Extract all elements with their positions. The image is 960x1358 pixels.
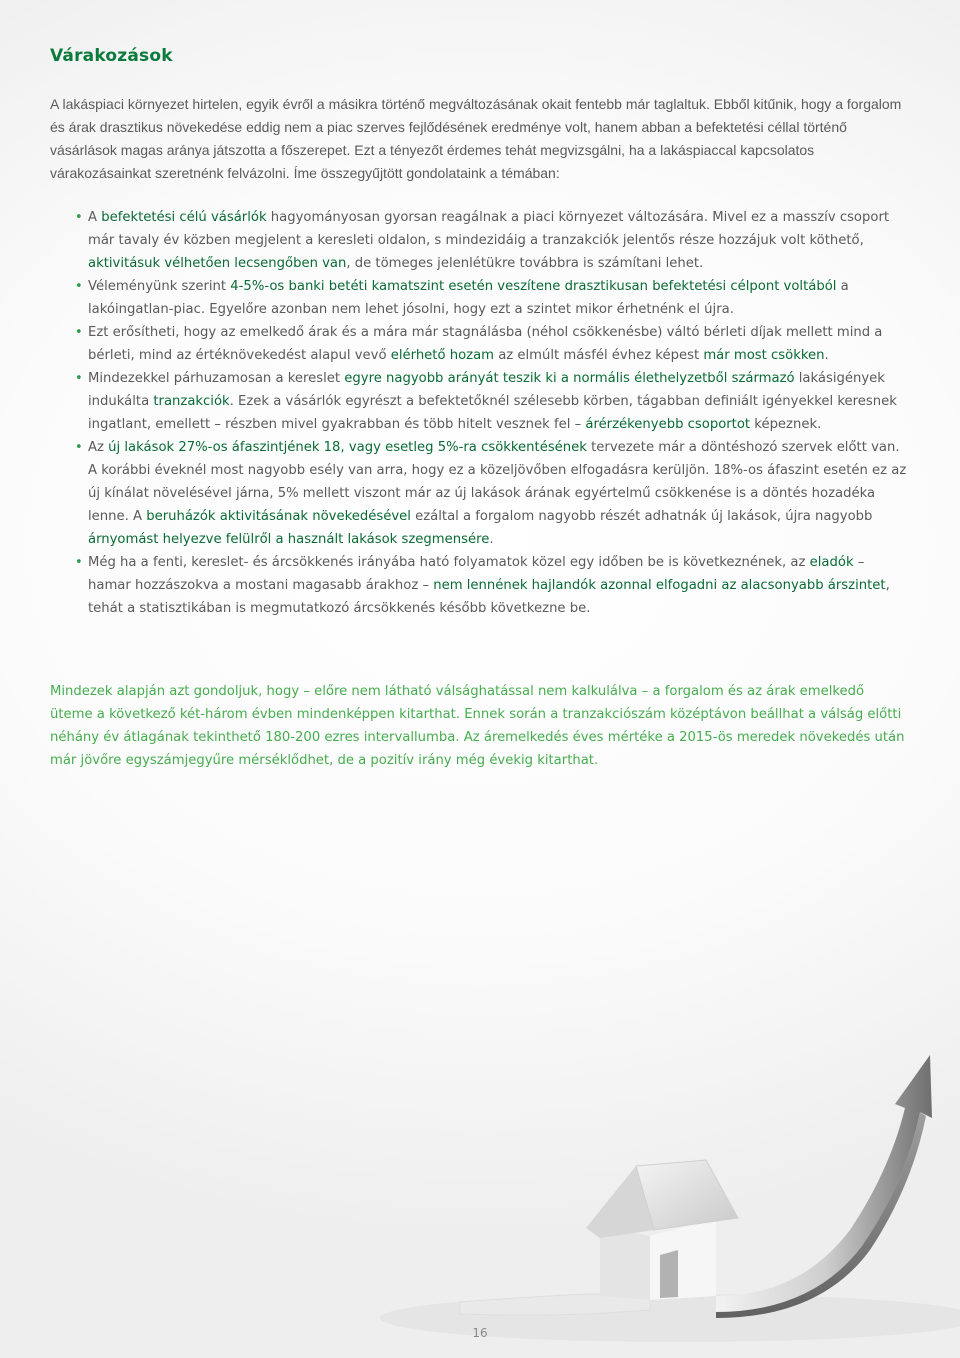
intro-paragraph: A lakáspiaci környezet hirtelen, egyik évről a másikra történő megváltozásának okait fentebb már taglaltuk. Ebből kitűnik, hogy a forgalom és árak drasztikus növekedése eddig nem a piac szerves fejlődésének eredménye volt, hanem abban a befektetési céllal történő vásárlások magas aránya játszotta a főszerepet. Ezt a tényezőt érdemes tehát megvizsgálni, ha a lakáspiaccal kapcsolatos várakozásainkat szeretnénk felvázolni. Íme összegyűjtött gondolataink a témában: xyxy=(50,96,902,181)
section-heading: Várakozások xyxy=(50,46,173,66)
house-door xyxy=(660,1250,678,1298)
body-text: képeznek. xyxy=(750,417,822,432)
bullet-dot-icon: • xyxy=(75,371,83,386)
highlighted-text: árnyomást helyezve felülről a használt lakások szegmensére xyxy=(88,532,490,547)
body-text: a lakóingatlan-piac. Egyelőre azonban nem lehet jósolni, hogy ezt a szintet mikor érhetnénk el újra. xyxy=(88,279,849,317)
highlighted-text: elérhető hozam xyxy=(390,348,494,363)
bullet-dot-icon: • xyxy=(75,440,83,455)
body-text: . Ezek a vásárlók egyrészt a befektetőknél szélesebb körben, tágabban definiált igényekkel keresnek ingatlant, emellett – részben mivel gyakrabban és több hitelt vesznek fel – xyxy=(88,394,897,432)
body-text: A xyxy=(88,210,102,225)
highlighted-text: árérzékenyebb csoportot xyxy=(585,417,751,432)
highlighted-text: már most csökken xyxy=(703,348,825,363)
summary-paragraph: Mindezek alapján azt gondoljuk, hogy – előre nem látható válsághatással nem kalkulálva – a forgalom és az árak emelkedő üteme a következő két-három évben mindenképpen kitarthat. Ennek során a tranzakciószám középtávon beállhat a válság előtti néhány év átlagának tekinthető 180-200 ezres intervallumba. Az áremelkedés éves mértéke a 2015-ös meredek növekedés után már jövőre egyszámjegyűre mérséklődhet, de a pozitív irány még évekig kitarthat. xyxy=(50,684,905,768)
bullet-dot-icon: • xyxy=(75,210,83,225)
bullet-dot-icon: • xyxy=(75,279,83,294)
body-text: ezáltal a forgalom nagyobb részét adhatnák új lakások, újra nagyobb xyxy=(410,509,873,524)
body-text: , tehát a statisztikában is megmutatkozó árcsökkenés később következne be. xyxy=(88,578,890,616)
highlighted-text: aktivitásuk vélhetően lecsengőben van xyxy=(88,256,347,271)
body-text: Még ha a fenti, kereslet- és árcsökkenés irányába ható folyamatok közel egy időben be is következnének, az xyxy=(88,555,810,570)
body-text: – hamar hozzászokva a mostani magasabb árakhoz – xyxy=(88,555,865,593)
highlighted-text: beruházók aktivitásának növekedésével xyxy=(146,509,411,524)
highlighted-text: tranzakciók xyxy=(153,394,230,409)
house-right-wall xyxy=(650,1218,716,1300)
body-text: Az xyxy=(88,440,109,455)
highlighted-text: egyre nagyobb arányát teszik ki a normális élethelyzetből származó xyxy=(344,371,795,386)
highlighted-text: 4-5%-os banki betéti kamatszint esetén veszítene drasztikusan befektetési célpont voltából xyxy=(230,279,837,294)
body-text: az elmúlt másfél évhez képest xyxy=(494,348,704,363)
body-text: tervezete már a döntéshozó szervek előtt van. A korábbi éveknél most nagyobb esély van arra, hogy ez a közeljövőben elfogadásra kerüljön. 18%-os áfaszint esetén ez az új kínálat növelésével járna, 5% mellett viszont már az új lakások árának egyértelmű csökkenése is a döntés hozadéka lenne. A xyxy=(88,440,907,524)
highlighted-text: új lakások 27%-os áfaszintjének 18, vagy esetleg 5%-ra csökkentésének xyxy=(108,440,587,455)
body-text: Mindezekkel párhuzamosan a kereslet xyxy=(88,371,345,386)
body-text: Ezt erősítheti, hogy az emelkedő árak és a mára már stagnálásba (néhol csökkenésbe) váltó bérleti díjak mellett mind a bérleti, mind az értéknövekedést alapul vevő xyxy=(88,325,883,363)
body-text: lakásigények indukálta xyxy=(88,371,885,409)
body-text: Véleményünk szerint xyxy=(88,279,231,294)
body-text: hagyományosan gyorsan reagálnak a piaci környezet változására. Mivel ez a masszív csoport már tavaly év közben megjelent a keresleti oldalon, s mindezidáig a tranzakciók jelentős része hozzájuk volt köthető, xyxy=(88,210,890,248)
rising-arrow-edge xyxy=(716,1112,926,1318)
page-number: 16 xyxy=(472,1326,488,1340)
highlighted-text: nem lennének hajlandók azonnal elfogadni az alacsonyabb árszintet xyxy=(433,578,886,593)
house-roof-right xyxy=(636,1160,738,1230)
house-left-wall xyxy=(600,1226,650,1300)
body-text: , de tömeges jelenlétükre továbbra is számítani lehet. xyxy=(346,256,704,271)
highlighted-text: befektetési célú vásárlók xyxy=(101,210,267,225)
bullet-dot-icon: • xyxy=(75,555,83,570)
body-text: . xyxy=(824,348,829,363)
bullet-dot-icon: • xyxy=(75,325,83,340)
highlighted-text: eladók xyxy=(809,555,854,570)
body-text: . xyxy=(489,532,494,547)
